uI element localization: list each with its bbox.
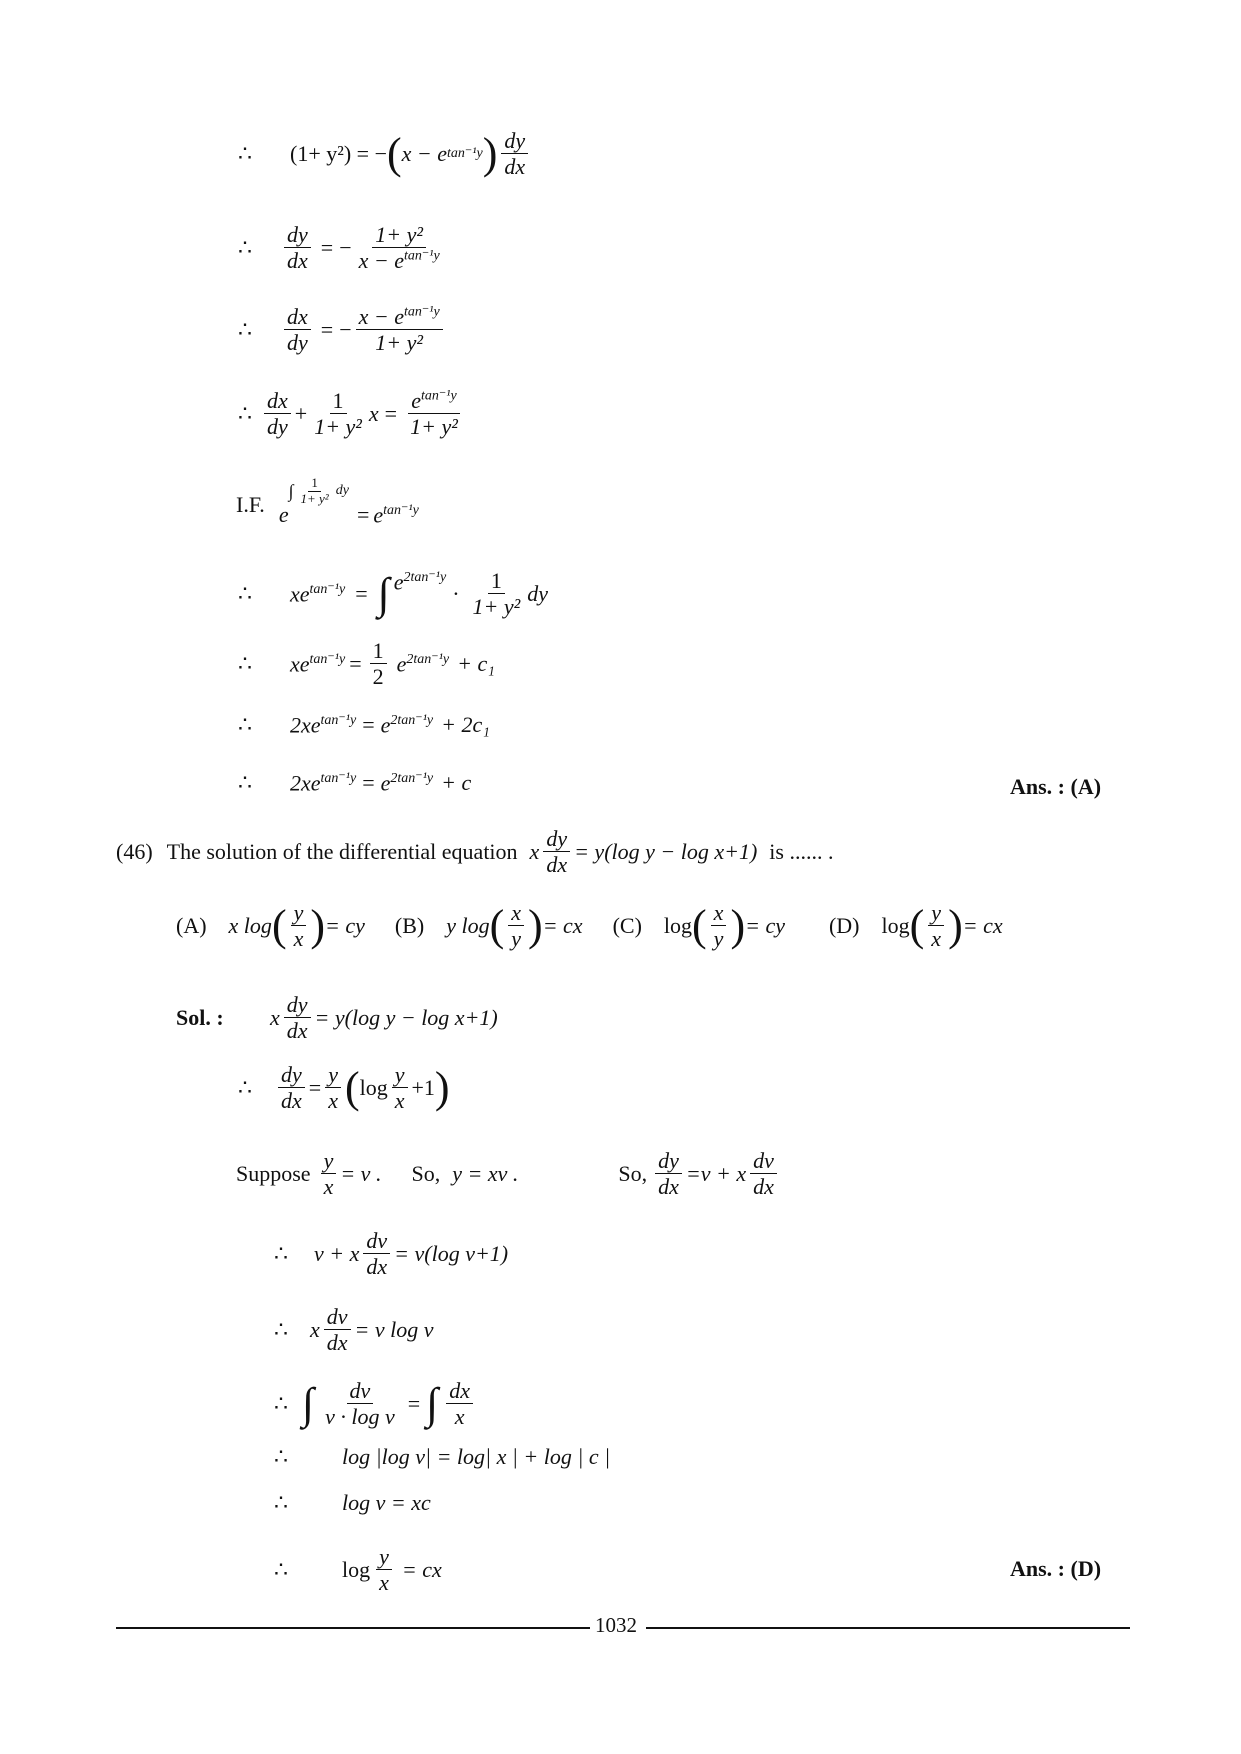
solution-line-1: Sol. : x $\frac{dy}{dx}$ = y(log y − log x+1) — [176, 992, 498, 1044]
therefore-symbol: ∴ — [238, 1074, 252, 1100]
if-exponent: ∫ 1 1+ y² dy — [288, 475, 349, 506]
solution-line-suppose: Suppose $\frac{y}{x}$ = v . So, y = xv . So, $\frac{dy}{dx}$ =v + x dv dx — [236, 1148, 781, 1200]
footer-rule-left — [116, 1627, 590, 1629]
fraction-dy-dx: $\frac{dy}{dx}$ — [284, 222, 311, 274]
solution-line-4: ∴ x $\frac{dv}{dx}$ = v log v — [274, 1304, 434, 1356]
question-number: (46) — [116, 838, 153, 864]
integral-line: ∴ $xe^{tan^{-1}y}$ = ∫ $e^{2tan^{-1}y}$ · 1 1+ y² dy — [238, 568, 548, 620]
minus-sign: − — [339, 234, 352, 260]
therefore-symbol: ∴ — [238, 234, 252, 260]
equals-sign: = — [320, 234, 334, 260]
solution-line-5: ∴ ∫ $\frac{dv}{\text{v · log v}}$ = ∫ dx x — [274, 1378, 477, 1430]
solution-label: Sol. : — [176, 1004, 224, 1030]
solution-line-final: ∴ log $\frac{y}{x}$ = cx — [274, 1544, 442, 1596]
therefore-symbol: ∴ — [274, 1556, 288, 1582]
solution-line-6: ∴ log |log v| = log| x | + log | c | — [274, 1444, 611, 1469]
if-label: I.F. — [236, 492, 265, 518]
therefore-symbol: ∴ — [238, 770, 252, 796]
therefore-symbol: ∴ — [238, 316, 252, 342]
fraction-rhs: $\frac{e^{tan^{-1}y}}{\text{1+ y²}}$ — [410, 388, 458, 440]
derivation-line-2xe: ∴ $2xe^{tan^{-1}y}$ = $e^{2tan^{-1}y}$ + 2c₁ — [238, 712, 490, 738]
lhs-expr: (1+ y²) = − — [290, 140, 387, 166]
therefore-symbol: ∴ — [238, 580, 252, 606]
equals-sign: = — [349, 650, 362, 676]
question-equation-rhs: = y(log y − log x+1) — [574, 838, 758, 864]
fraction-dy-dx: $\frac{dy}{dx}$ — [543, 826, 570, 878]
fraction-one-over: 1 1+ y² — [472, 568, 521, 620]
options-row — [176, 900, 1003, 952]
minus-sign: − — [339, 316, 352, 342]
exponent: tan⁻¹y — [447, 146, 483, 162]
equals-sign: = — [356, 502, 370, 528]
equals-sign: = — [355, 580, 368, 606]
derivation-line-3 — [238, 304, 447, 356]
question-46: (46) The solution of the differential equation x $\frac{dy}{dx}$ = y(log y − log x+1) is ...... . — [116, 826, 834, 878]
solution-line-3: ∴ v + x $\frac{dv}{dx}$ = v(log v+1) — [274, 1228, 509, 1280]
therefore-symbol: ∴ — [238, 400, 252, 426]
fraction-main: $\frac{\text{1+ y²}}{x - e^{tan^{-1}y}}$ — [358, 222, 440, 274]
integrating-factor-line: I.F. e ∫ 1 1+ y² dy = $e^{tan^{-1}y}$ — [236, 475, 419, 528]
question-text: The solution of the differential equation — [166, 838, 518, 864]
option-d[interactable]: (D) log ( y x ) = cx — [828, 900, 1003, 952]
therefore-symbol: ∴ — [238, 650, 252, 676]
fraction-dy-dx: $\frac{dy}{dx}$ — [655, 1148, 682, 1200]
fraction-dx-dy: dx dy — [264, 388, 291, 440]
fraction-dx-dy: $\frac{dx}{dy}$ — [284, 304, 311, 356]
derivation-line-1 — [238, 128, 532, 180]
answer-2: Ans. : (D) — [1010, 1556, 1102, 1581]
therefore-symbol: ∴ — [274, 1444, 288, 1469]
therefore-symbol: ∴ — [238, 712, 252, 738]
therefore-symbol: ∴ — [238, 140, 252, 166]
equals-sign: = — [362, 770, 375, 796]
fraction-dy-dx: $\frac{dy}{dx}$ — [278, 1062, 305, 1114]
equals-sign: = — [384, 400, 398, 426]
integral-sign: ∫ — [377, 569, 390, 619]
fraction-one-over: $\frac{1}{\text{1+ y²}}$ — [314, 388, 362, 440]
option-c[interactable]: (C) log ( x y ) = cy — [612, 900, 785, 952]
answer-1: Ans. : (A) — [1010, 774, 1102, 799]
derivation-line-2 — [238, 222, 447, 274]
derivation-line-4 — [238, 388, 465, 440]
equals-sign: = — [362, 712, 375, 738]
fraction-dy-dx: $\frac{dy}{dx}$ — [284, 992, 311, 1044]
var-x: x — [368, 400, 379, 426]
therefore-symbol: ∴ — [274, 1316, 288, 1342]
derivation-line-half: ∴ $xe^{tan^{-1}y}$ = $\frac{1}{2}$ $e^{2tan^{-1}y}$ + c₁ — [238, 638, 495, 690]
paren-open: ( — [386, 128, 402, 178]
plus-sign: + — [294, 400, 308, 426]
option-a[interactable]: (A) x log ( y x ) = cy — [176, 900, 365, 952]
paren-close: ) — [482, 128, 498, 178]
fraction-main: $\frac{x - e^{tan^{-1}y}}{\text{1+ y²}}$ — [356, 304, 443, 356]
page-number: 1032 — [595, 1613, 637, 1637]
mid-expr: x − e — [401, 140, 448, 166]
option-b[interactable]: (B) y log ( x y ) = cx — [394, 900, 583, 952]
equals-sign: = — [320, 316, 334, 342]
e-base: e — [278, 502, 289, 528]
therefore-symbol: ∴ — [274, 1240, 288, 1266]
derivation-line-final: ∴ $2xe^{tan^{-1}y}$ = $e^{2tan^{-1}y}$ + c — [238, 770, 472, 796]
fraction-dy-dx: dy dx — [501, 128, 528, 180]
solution-line-2: ∴ $\frac{dy}{dx}$ = $\frac{y}{x}$ ( log y x +1 ) — [238, 1062, 450, 1114]
fraction-half: $\frac{1}{2}$ — [370, 638, 387, 690]
solution-line-7: ∴ log v = xc — [274, 1490, 431, 1515]
therefore-symbol: ∴ — [274, 1490, 288, 1515]
therefore-symbol: ∴ — [274, 1390, 288, 1416]
footer-rule-right — [646, 1627, 1130, 1629]
